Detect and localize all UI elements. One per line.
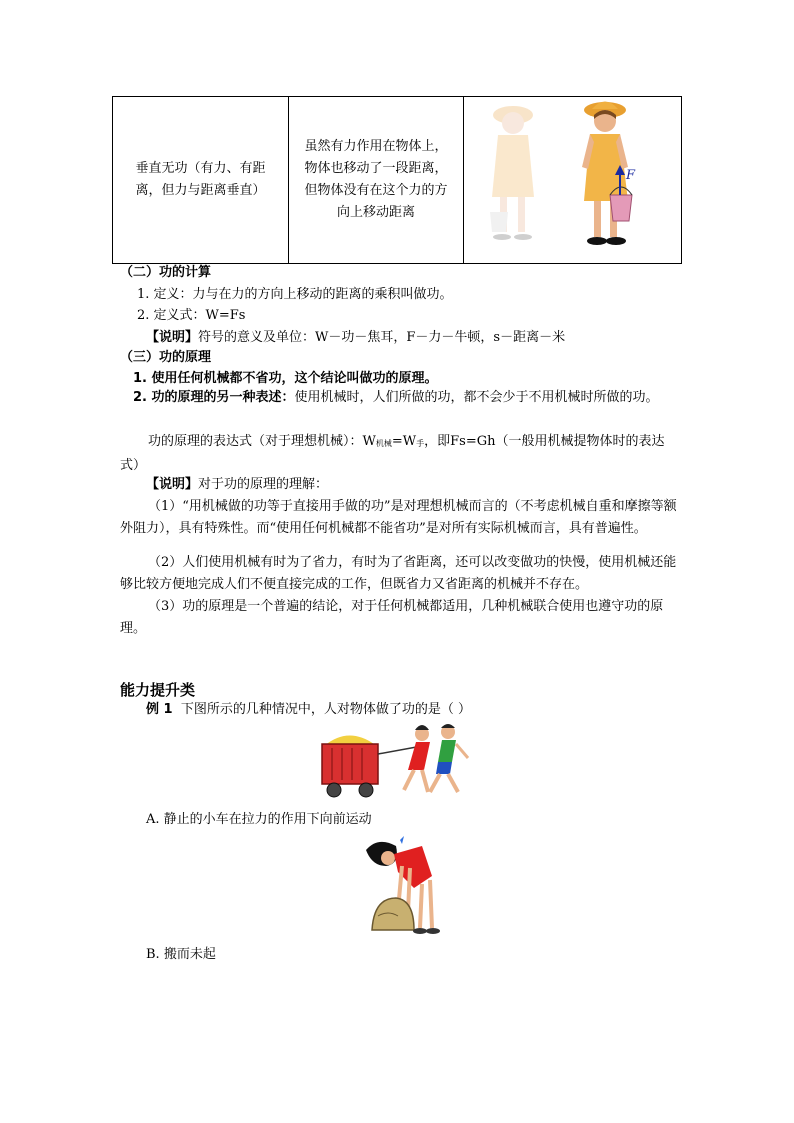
understanding-point-1: （1）“用机械做的功等于直接用手做的功”是对理想机械而言的（不考虑机械自重和摩擦等额外阻力），具有特殊性。而“使用任何机械都不能省功”是对所有实际机械而言，具有普遍性。 [120, 499, 677, 536]
main-girl [582, 102, 636, 246]
definition-item: 1. 定义：力与在力的方向上移动的距离的乘积叫做功。 [137, 287, 453, 302]
understanding-point-3: （3）功的原理是一个普遍的结论，对于任何机械都适用，几种机械联合使用也遵守功的原理。 [120, 599, 664, 636]
girl-carrying-bucket-illustration [468, 97, 678, 255]
table-cell-reason [289, 97, 464, 264]
section-title-work-calculation: （二）功的计算 [120, 265, 212, 280]
note-understanding [146, 475, 328, 495]
option-a: A. 静止的小车在拉力的作用下向前运动 [146, 812, 372, 827]
note-text: 对于功的原理的理解： [198, 477, 329, 492]
principle-alternative [120, 387, 680, 409]
formula-text-mid: =W [391, 434, 417, 449]
girl-lifting-rock-illustration [358, 836, 442, 936]
note-label: 【说明】 [146, 477, 199, 492]
section-title-ability: 能力提升类 [120, 681, 196, 699]
table-cell-type [113, 97, 289, 264]
formula-text-post: ，即Fs=Gh（一般用机械提物体时的表达式） [120, 434, 665, 473]
note-text: 符号的意义及单位：W－功－焦耳，F－力－牛顿，s－距离－米 [198, 330, 566, 345]
formula-sub-hand: 手 [416, 439, 425, 448]
option-b: B. 搬而未起 [146, 947, 216, 962]
formula-sub-machine: 机械 [375, 439, 392, 448]
principle-alt-text: 使用机械时，人们所做的功，都不会少于不用机械时所做的功。 [294, 390, 659, 405]
table-row [113, 97, 682, 264]
formula-item: 2. 定义式：W=Fs [137, 308, 246, 323]
example-text: 下图所示的几种情况中，人对物体做了功的是（ ） [180, 702, 471, 717]
understanding-point-2: （2）人们使用机械有时为了省力，有时为了省距离，还可以改变做功的快慢，使用机械还能够比较方便地完成人们不便直接完成的工作，但既省力又省距离的机械并不存在。 [120, 555, 677, 592]
principle-statement: 1. 使用任何机械都不省功，这个结论叫做功的原理。 [133, 371, 438, 386]
example-1-question [146, 700, 471, 720]
work-table [112, 96, 682, 264]
force-label: F [625, 168, 635, 183]
note-label: 【说明】 [146, 330, 199, 345]
section-title-work-principle: （三）功的原理 [120, 350, 212, 365]
principle-formula [120, 431, 680, 477]
example-label: 例 1 [146, 702, 173, 717]
kids-pulling-cart-illustration [318, 718, 474, 802]
formula-text-pre: 功的原理的表达式（对于理想机械）：W [148, 434, 376, 449]
cell-reason-text: 虽然有力作用在物体上，物体也移动了一段距离，但物体没有在这个力的方向上移动距离 [304, 139, 448, 220]
table-cell-image [464, 97, 682, 264]
principle-alt-label: 2. 功的原理的另一种表述： [133, 390, 295, 405]
ghost-girl [490, 106, 534, 240]
cell-type-text: 垂直无功（有力、有距离，但力与距离垂直） [135, 161, 266, 198]
note-symbols [146, 328, 565, 348]
